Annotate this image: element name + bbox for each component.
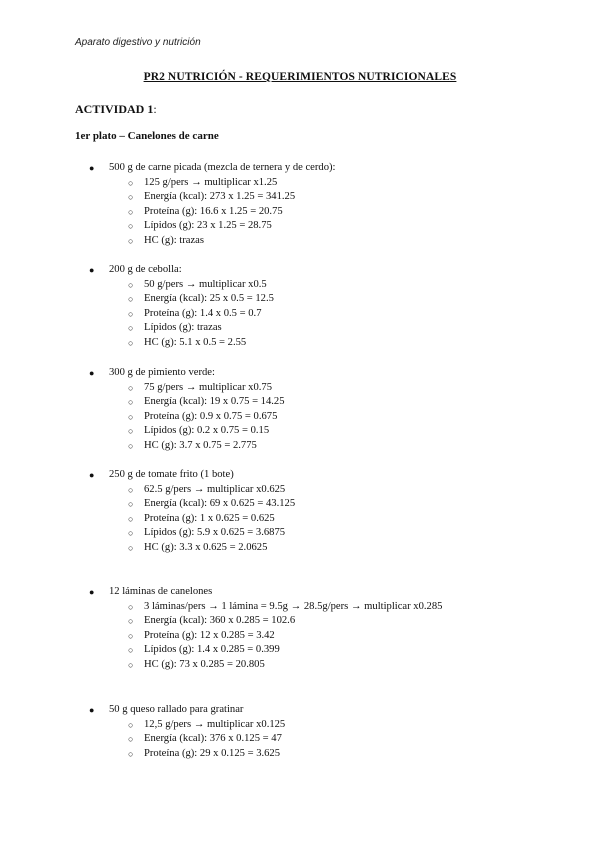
detail-text: HC (g): trazas	[144, 234, 205, 246]
detail-text: HC (g): 5.1 x 0.5 = 2.55	[144, 336, 247, 348]
detail-item	[0, 307, 600, 322]
detail-item	[0, 747, 600, 762]
detail-item	[0, 483, 600, 498]
detail-item	[0, 629, 600, 644]
detail-text: Lípidos (g): 5.9 x 0.625 = 3.6875	[144, 527, 286, 539]
ingredient-name: 300 g de pimiento verde:	[109, 367, 215, 378]
detail-item	[0, 219, 600, 234]
detail-text: HC (g): 73 x 0.285 = 20.805	[144, 658, 265, 670]
detail-item	[0, 512, 600, 527]
filled-bullet-icon: ●	[89, 587, 95, 597]
ingredient-item	[0, 468, 600, 483]
detail-text: HC (g): 3.3 x 0.625 = 2.0625	[144, 541, 268, 553]
detail-item	[0, 643, 600, 658]
detail-text: Proteína (g): 12 x 0.285 = 3.42	[144, 629, 275, 641]
hollow-bullet-icon: ○	[128, 192, 134, 203]
detail-item	[0, 526, 600, 541]
ingredient-block	[0, 585, 600, 673]
detail-item	[0, 205, 600, 220]
ingredient-block	[0, 366, 600, 454]
detail-item	[0, 424, 600, 439]
ingredient-block	[0, 468, 600, 556]
detail-text: 50 g/pers → multiplicar x0.5	[144, 278, 267, 290]
ingredient-name: 250 g de tomate frito (1 bote)	[109, 469, 234, 480]
ingredient-block	[0, 161, 600, 249]
ingredient-name: 12 láminas de canelones	[109, 586, 213, 597]
detail-item	[0, 395, 600, 410]
ingredient-block	[0, 703, 600, 761]
hollow-bullet-icon: ○	[128, 601, 134, 612]
filled-bullet-icon: ●	[89, 368, 95, 378]
hollow-bullet-icon: ○	[128, 235, 134, 246]
hollow-bullet-icon: ○	[128, 630, 134, 641]
detail-text: Proteína (g): 1.4 x 0.5 = 0.7	[144, 307, 262, 319]
hollow-bullet-icon: ○	[128, 308, 134, 319]
hollow-bullet-icon: ○	[128, 440, 134, 451]
hollow-bullet-icon: ○	[128, 411, 134, 422]
detail-item	[0, 718, 600, 733]
hollow-bullet-icon: ○	[128, 734, 134, 745]
detail-item	[0, 278, 600, 293]
detail-item	[0, 497, 600, 512]
running-header: Aparato digestivo y nutrición	[75, 37, 201, 48]
ingredient-item	[0, 703, 600, 718]
ingredient-block	[0, 263, 600, 351]
hollow-bullet-icon: ○	[128, 542, 134, 553]
filled-bullet-icon: ●	[89, 705, 95, 715]
detail-item	[0, 541, 600, 556]
hollow-bullet-icon: ○	[128, 719, 134, 730]
detail-text: Energía (kcal): 273 x 1.25 = 341.25	[144, 191, 296, 203]
filled-bullet-icon: ●	[89, 163, 95, 173]
detail-text: Proteína (g): 16.6 x 1.25 = 20.75	[144, 205, 283, 217]
hollow-bullet-icon: ○	[128, 337, 134, 348]
ingredient-item	[0, 161, 600, 176]
activity-colon: :	[153, 102, 157, 116]
detail-text: Energía (kcal): 376 x 0.125 = 47	[144, 733, 282, 745]
hollow-bullet-icon: ○	[128, 659, 134, 670]
detail-item	[0, 321, 600, 336]
detail-text: Proteína (g): 0.9 x 0.75 = 0.675	[144, 410, 278, 422]
hollow-bullet-icon: ○	[128, 397, 134, 408]
ingredient-name: 50 g queso rallado para gratinar	[109, 704, 244, 715]
ingredient-item	[0, 366, 600, 381]
detail-text: 62.5 g/pers → multiplicar x0.625	[144, 483, 286, 495]
ingredient-item	[0, 263, 600, 278]
document-title: PR2 NUTRICIÓN - REQUERIMIENTOS NUTRICIONALES	[143, 71, 457, 83]
hollow-bullet-icon: ○	[128, 206, 134, 217]
ingredient-name: 500 g de carne picada (mezcla de ternera y de cerdo):	[109, 162, 336, 173]
detail-text: 125 g/pers → multiplicar x1.25	[144, 176, 278, 188]
detail-text: Proteína (g): 29 x 0.125 = 3.625	[144, 747, 281, 759]
activity-label: ACTIVIDAD 1	[75, 102, 154, 116]
hollow-bullet-icon: ○	[128, 426, 134, 437]
dish-heading: 1er plato – Canelones de carne	[75, 130, 219, 142]
detail-item	[0, 190, 600, 205]
detail-text: 12,5 g/pers → multiplicar x0.125	[144, 718, 286, 730]
detail-item	[0, 292, 600, 307]
hollow-bullet-icon: ○	[128, 221, 134, 232]
detail-text: 3 láminas/pers → 1 lámina = 9.5g → 28.5g/pers → multiplicar x0.285	[144, 600, 443, 612]
hollow-bullet-icon: ○	[128, 645, 134, 656]
detail-text: Lípidos (g): 0.2 x 0.75 = 0.15	[144, 425, 270, 437]
detail-text: Energía (kcal): 19 x 0.75 = 14.25	[144, 396, 285, 408]
detail-text: Energía (kcal): 360 x 0.285 = 102.6	[144, 615, 296, 627]
detail-item	[0, 234, 600, 249]
ingredient-item	[0, 585, 600, 600]
detail-item	[0, 439, 600, 454]
filled-bullet-icon: ●	[89, 265, 95, 275]
hollow-bullet-icon: ○	[128, 323, 134, 334]
detail-text: 75 g/pers → multiplicar x0.75	[144, 381, 272, 393]
detail-text: Lípidos (g): 1.4 x 0.285 = 0.399	[144, 644, 280, 656]
hollow-bullet-icon: ○	[128, 484, 134, 495]
detail-item	[0, 336, 600, 351]
detail-text: HC (g): 3.7 x 0.75 = 2.775	[144, 439, 257, 451]
detail-item	[0, 614, 600, 629]
hollow-bullet-icon: ○	[128, 528, 134, 539]
ingredient-name: 200 g de cebolla:	[109, 264, 182, 275]
filled-bullet-icon: ●	[89, 470, 95, 480]
detail-item	[0, 732, 600, 747]
detail-text: Lípidos (g): 23 x 1.25 = 28.75	[144, 220, 272, 232]
detail-text: Lípidos (g): trazas	[144, 322, 222, 334]
hollow-bullet-icon: ○	[128, 616, 134, 627]
hollow-bullet-icon: ○	[128, 177, 134, 188]
hollow-bullet-icon: ○	[128, 748, 134, 759]
detail-item	[0, 410, 600, 425]
detail-item	[0, 658, 600, 673]
hollow-bullet-icon: ○	[128, 294, 134, 305]
hollow-bullet-icon: ○	[128, 382, 134, 393]
activity-heading	[75, 102, 157, 117]
detail-item	[0, 381, 600, 396]
detail-item	[0, 600, 600, 615]
detail-item	[0, 176, 600, 191]
hollow-bullet-icon: ○	[128, 499, 134, 510]
hollow-bullet-icon: ○	[128, 513, 134, 524]
detail-text: Energía (kcal): 69 x 0.625 = 43.125	[144, 498, 296, 510]
hollow-bullet-icon: ○	[128, 279, 134, 290]
detail-text: Energía (kcal): 25 x 0.5 = 12.5	[144, 293, 274, 305]
detail-text: Proteína (g): 1 x 0.625 = 0.625	[144, 512, 275, 524]
